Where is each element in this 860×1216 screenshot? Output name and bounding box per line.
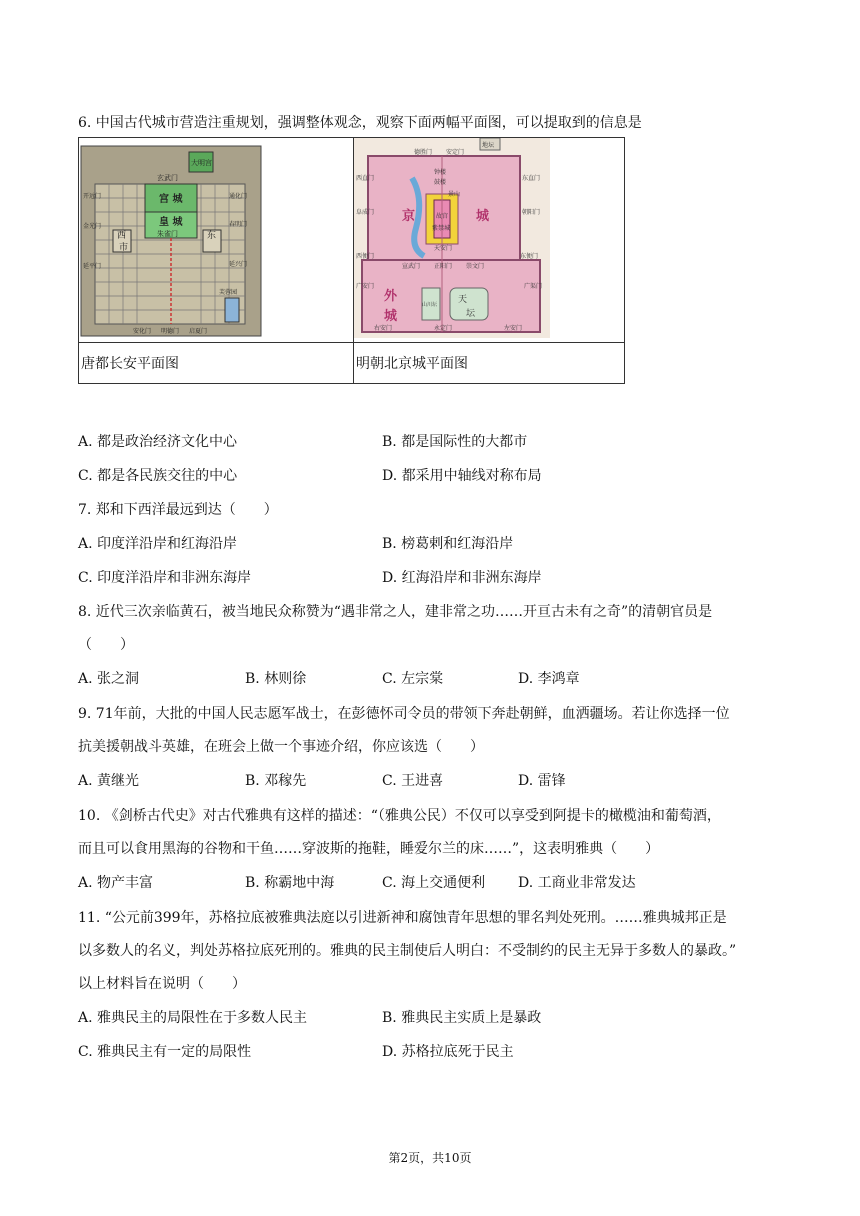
changan-map [79,138,353,338]
changan-label-mingdemen: 明德门 [161,328,180,335]
q8-option-d: D. 李鸿章 [518,671,580,687]
q11-option-d: D. 苏格拉底死于民主 [382,1044,514,1060]
q6-option-c: C. 都是各民族交往的中心 [78,468,238,484]
q7-option-c: C. 印度洋沿岸和非洲东海岸 [78,570,252,586]
beijing-label-yongdingmen: 永定门 [434,325,453,332]
q7-stem: 7. 郑和下西洋最远到达（ ） [78,502,278,518]
beijing-label-cheng-outer: 城 [384,309,398,324]
q7-option-b: B. 榜葛剌和红海沿岸 [382,536,514,552]
q10-stem-line1: 10. 《剑桥古代史》对古代雅典有这样的描述：“（雅典公民）不仅可以享受到阿提卡的橄榄油和葡萄酒， [78,808,721,824]
changan-label-xi: 西 [117,231,127,241]
beijing-label-zuoanmen: 左安门 [504,325,523,332]
changan-label-chunmingmen: 春明门 [229,221,248,228]
changan-label-yanxingmen: 延兴门 [229,261,248,268]
q9-option-b: B. 邓稼先 [245,773,307,789]
q6-image-table [78,137,625,384]
beijing-label-tiananmen: 天安门 [434,245,453,252]
beijing-label-chaoyangmen: 朝阳门 [522,209,541,216]
caption-changan: 唐都长安平面图 [79,343,354,384]
q7-option-a: A. 印度洋沿岸和红海沿岸 [78,536,238,552]
q9-stem-line2: 抗美援朝战斗英雄，在班会上做一个事迹介绍，你应该选（ ） [78,739,484,755]
q8-option-b: B. 林则徐 [245,671,307,687]
beijing-label-dongzhimen: 东直门 [522,175,541,182]
page-footer: 第2页，共10页 [388,1151,472,1165]
changan-label-gongcheng: 宫 城 [159,194,183,205]
beijing-label-fuchengmen: 阜成门 [356,209,375,216]
changan-label-shi-west: 市 [119,243,129,253]
changan-label-tonghuamen: 通化门 [229,193,248,200]
beijing-label-xuanwumen: 宣武门 [402,263,421,270]
beijing-label-andingmen: 安定门 [446,149,465,156]
changan-label-xuanwumen: 玄武门 [157,174,178,182]
beijing-label-guanganmen: 广安门 [356,283,375,290]
changan-label-anhuamen: 安化门 [133,328,152,335]
changan-label-zhuquemen: 朱雀门 [157,230,178,238]
q9-stem-line1: 9. 71年前，大批的中国人民志愿军战士，在彭德怀司令员的带领下奔赴朝鲜，血洒疆场。若让你选择一位 [78,706,730,722]
beijing-label-zhonglou: 钟楼 [434,169,447,176]
beijing-label-zhengyangmen: 正阳门 [434,263,453,270]
q11-stem-line1: 11. “公元前399年，苏格拉底被雅典法庭以引进新神和腐蚀青年思想的罪名判处死刑。……雅典城邦正是 [78,910,727,926]
q7-option-d: D. 红海沿岸和非洲东海岸 [382,570,542,586]
beijing-label-youanmen: 右安门 [374,325,393,332]
beijing-map [354,138,624,338]
q11-stem-line3: 以上材料旨在说明（ ） [78,976,246,992]
beijing-label-guangqumen: 广渠门 [524,283,543,290]
beijing-label-wai: 外 [384,289,398,304]
changan-label-huangcheng: 皇 城 [159,217,183,228]
changan-label-furongyuan: 芙蓉园 [219,289,238,296]
beijing-label-dongbianmen: 东便门 [520,253,539,260]
q9-option-d: D. 雷锋 [518,773,566,789]
caption-beijing: 明朝北京城平面图 [354,343,625,384]
beijing-label-jingshan: 景山 [448,191,461,198]
q9-option-a: A. 黄继光 [78,773,140,789]
changan-label-kaiyuanmen: 开远门 [83,193,102,200]
q11-option-c: C. 雅典民主有一定的局限性 [78,1044,252,1060]
beijing-label-zijincheng: 紫禁城 [432,225,451,232]
beijing-label-cheng-inner: 城 [476,209,490,224]
q6-option-a: A. 都是政治经济文化中心 [78,434,238,450]
changan-label-dong: 东 [207,231,217,241]
q10-option-a: A. 物产丰富 [78,875,154,891]
beijing-label-ditan: 地坛 [482,142,495,149]
q11-stem-line2: 以多数人的名义，判处苏格拉底死刑的。雅典的民主制使后人明白：不受制约的民主无异于多数人的暴政。” [78,943,737,959]
q11-option-a: A. 雅典民主的局限性在于多数人民主 [78,1010,308,1026]
q10-option-b: B. 称霸地中海 [245,875,335,891]
q6-option-b: B. 都是国际性的大都市 [382,434,528,450]
beijing-label-jing: 京 [402,209,416,224]
q8-stem-line1: 8. 近代三次亲临黄石，被当地民众称赞为“遇非常之人，建非常之功……开亘古未有之奇”的清朝官员是 [78,604,713,620]
beijing-label-xibianmen: 西便门 [356,253,375,260]
q8-option-a: A. 张之洞 [78,671,140,687]
changan-label-yanpingmen: 延平门 [83,263,102,270]
beijing-label-chongwenmen: 崇文门 [466,263,485,270]
q9-option-c: C. 王进喜 [382,773,444,789]
beijing-label-xizhimen: 西直门 [356,175,375,182]
beijing-label-gulou: 鼓楼 [434,179,447,186]
q8-stem-line2: （ ） [78,637,134,653]
beijing-label-shanchuantan: 山川坛 [422,302,438,308]
beijing-label-gugong: 故宫 [436,213,449,220]
beijing-label-tan: 坛 [466,309,476,319]
q6-stem: 6. 中国古代城市营造注重规划，强调整体观念，观察下面两幅平面图，可以提取到的信息是 [78,115,642,131]
changan-map-cell [79,138,354,343]
q10-option-c: C. 海上交通便利 [382,875,486,891]
beijing-label-deshengmen: 德胜门 [414,149,433,156]
q8-option-c: C. 左宗棠 [382,671,444,687]
beijing-map-cell [354,138,625,343]
beijing-label-tian: 天 [458,295,468,305]
q10-option-d: D. 工商业非常发达 [518,875,636,891]
changan-label-qixiamen: 启夏门 [189,328,208,335]
changan-label-jinguangmen: 金光门 [83,223,102,230]
changan-label-daminggong: 大明宫 [191,159,212,167]
q10-stem-line2: 而且可以食用黑海的谷物和干鱼……穿波斯的拖鞋，睡爱尔兰的床……”，这表明雅典（ ） [78,841,660,857]
q6-option-d: D. 都采用中轴线对称布局 [382,468,542,484]
q11-option-b: B. 雅典民主实质上是暴政 [382,1010,542,1026]
